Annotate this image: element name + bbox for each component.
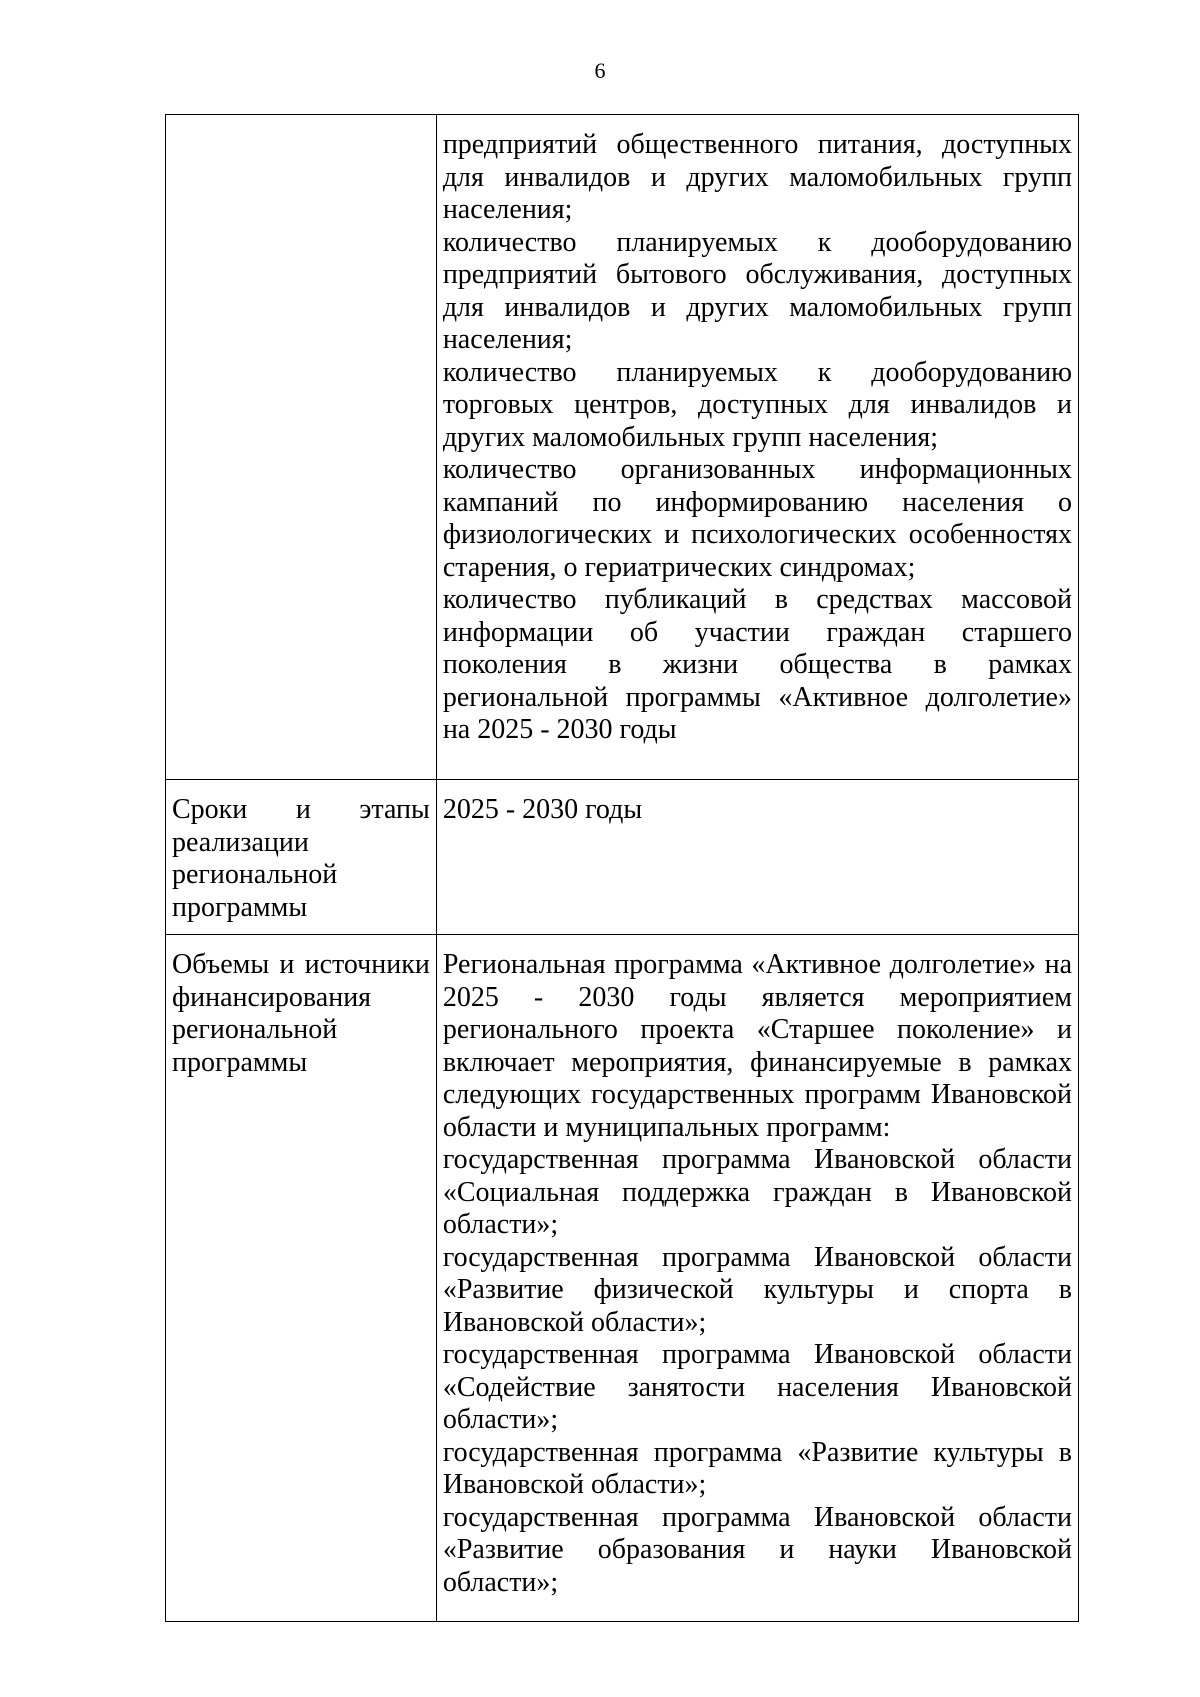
terms-paragraph: 2025 - 2030 годы — [442, 794, 643, 825]
financing-paragraph: государственная программа Ивановской области «Развитие физической культуры и спорта в Ивановской области»; — [442, 1241, 1072, 1338]
row-label: Объемы и источники финансирования региональной программы — [172, 949, 430, 1078]
financing-paragraph: государственная программа Ивановской области «Содействие занятости населения Ивановской области»; — [442, 1339, 1072, 1435]
financing-paragraph: государственная программа Ивановской области «Социальная поддержка граждан в Ивановской области»; — [442, 1144, 1072, 1240]
page-number: 6 — [594, 58, 606, 83]
row-label: Сроки и этапы реализации региональной программы — [172, 794, 430, 923]
row-content-cell — [436, 780, 1078, 935]
indicator-paragraph: предприятий общественного питания, доступных для инвалидов и других маломобильных групп населения; — [442, 129, 1072, 225]
table-row-indicators — [166, 115, 1079, 780]
passport-table — [165, 114, 1079, 1622]
indicator-paragraph: количество планируемых к дооборудованию торговых центров, доступных для инвалидов и других маломобильных групп населения; — [442, 356, 1072, 453]
indicator-paragraph: количество публикаций в средствах массовой информации об участии граждан старшего поколения в жизни общества в рамках региональной программы «Активное долголетие» на 2025 - 2030 годы — [442, 584, 1072, 745]
table-row-terms — [166, 780, 1079, 935]
row-content-cell — [436, 115, 1078, 780]
row-content-cell — [436, 935, 1078, 1622]
row-label-cell — [166, 935, 437, 1622]
financing-paragraph: Региональная программа «Активное долголетие» на 2025 - 2030 годы является мероприятием регионального проекта «Старшее поколение» и включает мероприятия, финансируемые в рамках следующих государственных программ Ивановской области и муниципальных программ: — [442, 949, 1072, 1143]
financing-paragraph: государственная программа Ивановской области «Развитие образования и науки Ивановской области»; — [442, 1501, 1072, 1598]
financing-paragraph: государственная программа «Развитие культуры в Ивановской области»; — [442, 1436, 1072, 1500]
indicator-paragraph: количество планируемых к дооборудованию предприятий бытового обслуживания, доступных для инвалидов и других маломобильных групп населения; — [442, 226, 1072, 355]
indicator-paragraph: количество организованных информационных кампаний по информированию населения о физиологических и психологических особенностях старения, о гериатрических синдромах; — [442, 454, 1072, 583]
row-label-cell — [166, 115, 437, 780]
table-row-financing — [166, 935, 1079, 1622]
row-label-cell — [166, 780, 437, 935]
